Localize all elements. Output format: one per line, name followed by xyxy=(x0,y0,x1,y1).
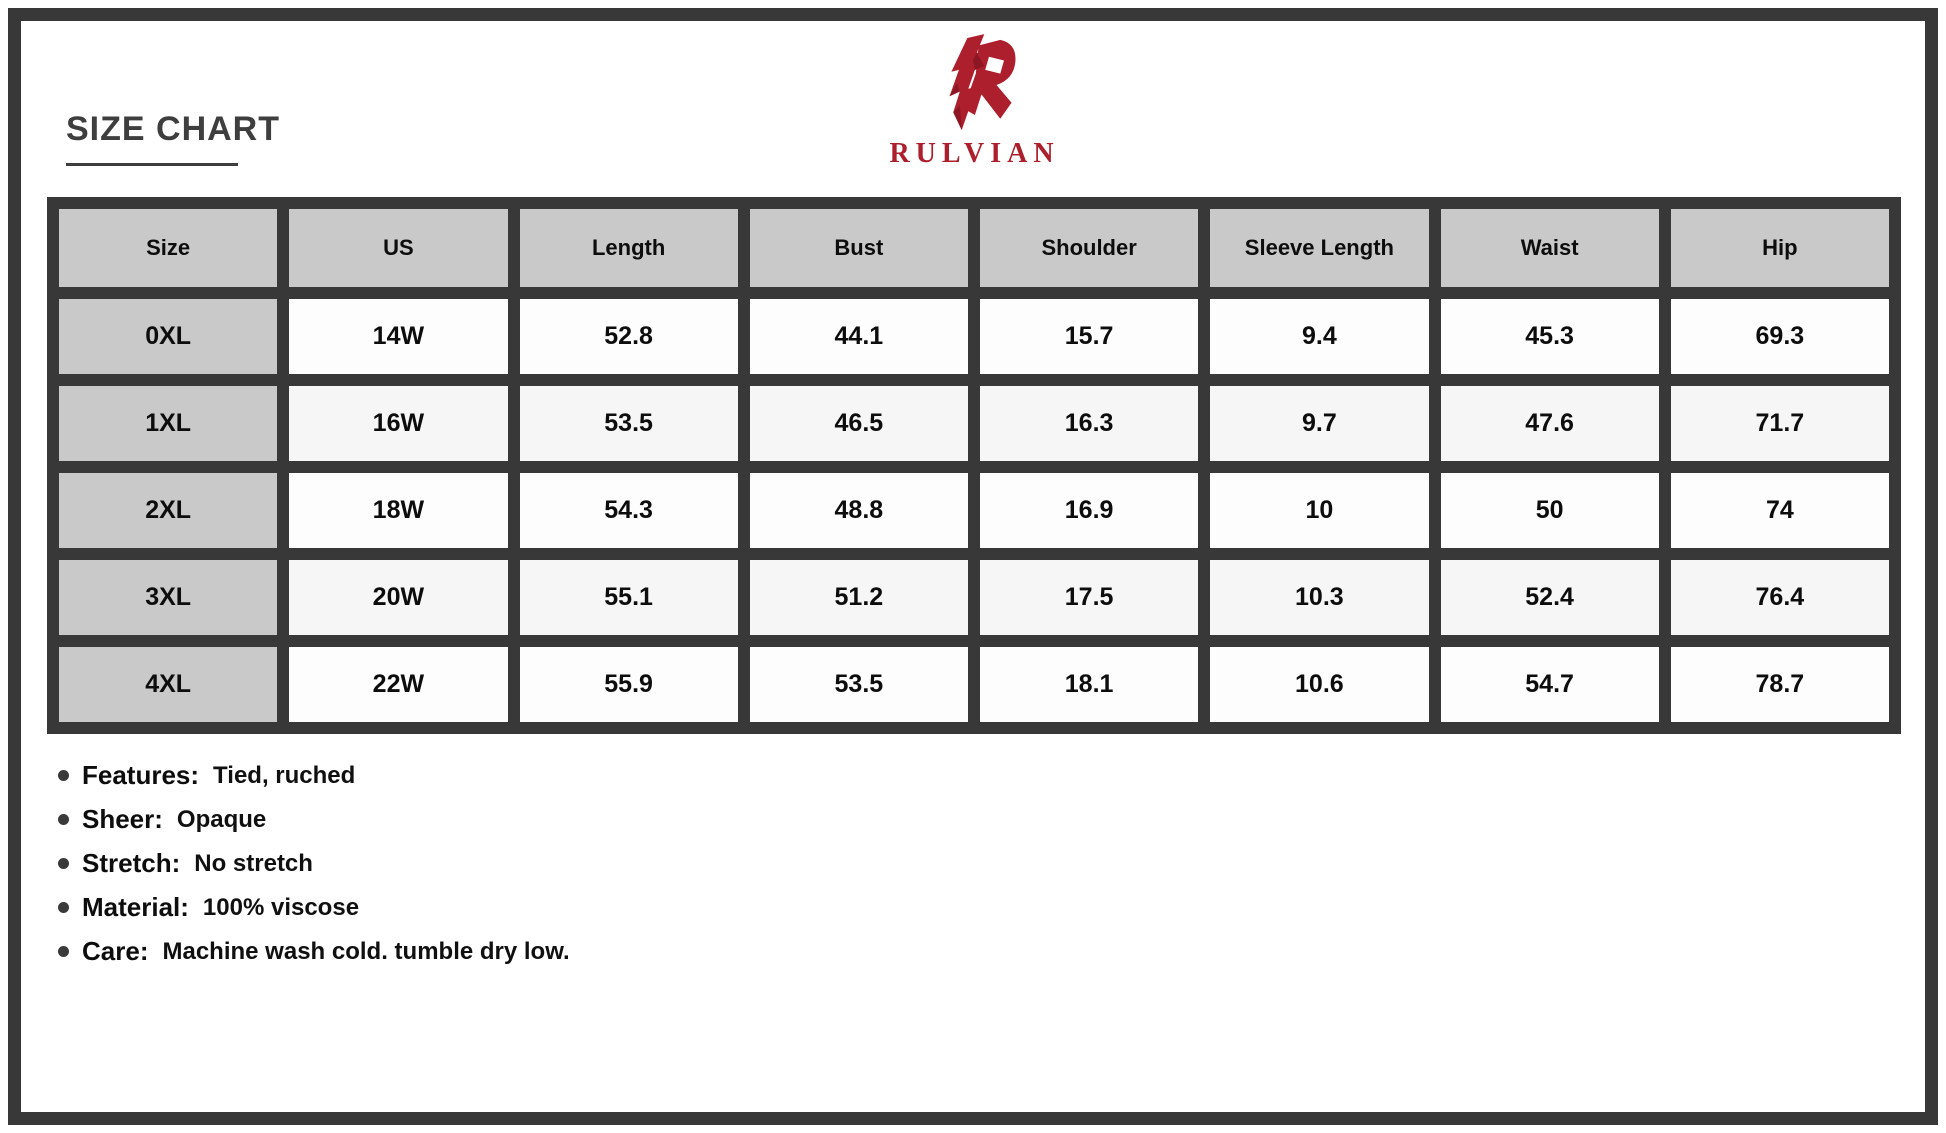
measurement-cell: 44.1 xyxy=(744,293,974,380)
measurement-cell: 54.7 xyxy=(1435,641,1665,728)
detail-value: Tied, ruched xyxy=(213,761,356,789)
measurement-cell: 14W xyxy=(283,293,513,380)
detail-value: Opaque xyxy=(176,805,267,833)
size-cell: 0XL xyxy=(53,293,283,380)
detail-value: Machine wash cold. tumble dry low. xyxy=(162,937,570,965)
size-cell: 2XL xyxy=(53,467,283,554)
column-header-size: Size xyxy=(53,203,283,293)
table-row-2xl xyxy=(53,467,1895,554)
bullet-icon xyxy=(58,902,69,913)
detail-value: No stretch xyxy=(194,849,313,877)
column-header-length: Length xyxy=(514,203,744,293)
measurement-cell: 53.5 xyxy=(744,641,974,728)
measurement-cell: 74 xyxy=(1665,467,1895,554)
size-chart-table xyxy=(47,197,1901,734)
column-header-hip: Hip xyxy=(1665,203,1895,293)
measurement-cell: 46.5 xyxy=(744,380,974,467)
detail-label: Care: xyxy=(82,936,149,966)
measurement-cell: 50 xyxy=(1435,467,1665,554)
measurement-cell: 45.3 xyxy=(1435,293,1665,380)
detail-item-stretch xyxy=(58,848,570,879)
angular-r-logo-icon xyxy=(926,34,1020,134)
measurement-cell: 16W xyxy=(283,380,513,467)
measurement-cell: 22W xyxy=(283,641,513,728)
brand-name: RULVIAN xyxy=(889,138,1060,169)
measurement-cell: 55.1 xyxy=(514,554,744,641)
measurement-cell: 47.6 xyxy=(1435,380,1665,467)
measurement-cell: 10.3 xyxy=(1204,554,1434,641)
size-cell: 1XL xyxy=(53,380,283,467)
measurement-cell: 10 xyxy=(1204,467,1434,554)
measurement-cell: 78.7 xyxy=(1665,641,1895,728)
column-header-sleeve-length: Sleeve Length xyxy=(1204,203,1434,293)
detail-label: Material: xyxy=(82,892,189,922)
table-row-1xl xyxy=(53,380,1895,467)
measurement-cell: 9.4 xyxy=(1204,293,1434,380)
size-cell: 3XL xyxy=(53,554,283,641)
measurement-cell: 9.7 xyxy=(1204,380,1434,467)
detail-label: Stretch: xyxy=(82,848,181,878)
bullet-icon xyxy=(58,946,69,957)
measurement-cell: 69.3 xyxy=(1665,293,1895,380)
table-row-3xl xyxy=(53,554,1895,641)
column-header-bust: Bust xyxy=(744,203,974,293)
measurement-cell: 16.9 xyxy=(974,467,1204,554)
column-header-shoulder: Shoulder xyxy=(974,203,1204,293)
measurement-cell: 55.9 xyxy=(514,641,744,728)
bullet-icon xyxy=(58,858,69,869)
detail-item-sheer xyxy=(58,804,570,835)
table-row-4xl xyxy=(53,641,1895,728)
detail-label: Sheer: xyxy=(82,804,163,834)
measurement-cell: 18W xyxy=(283,467,513,554)
measurement-cell: 18.1 xyxy=(974,641,1204,728)
detail-item-material xyxy=(58,892,570,923)
table-row-0xl xyxy=(53,293,1895,380)
measurement-cell: 53.5 xyxy=(514,380,744,467)
size-cell: 4XL xyxy=(53,641,283,728)
measurement-cell: 16.3 xyxy=(974,380,1204,467)
measurement-cell: 76.4 xyxy=(1665,554,1895,641)
detail-label: Features: xyxy=(82,760,200,790)
table-header-row xyxy=(53,203,1895,293)
detail-item-features xyxy=(58,760,570,791)
measurement-cell: 71.7 xyxy=(1665,380,1895,467)
measurement-cell: 52.4 xyxy=(1435,554,1665,641)
measurement-cell: 20W xyxy=(283,554,513,641)
measurement-cell: 10.6 xyxy=(1204,641,1434,728)
column-header-us: US xyxy=(283,203,513,293)
detail-item-care xyxy=(58,936,570,967)
page-title: SIZE CHART xyxy=(66,110,280,148)
column-header-waist: Waist xyxy=(1435,203,1665,293)
detail-value: 100% viscose xyxy=(202,893,360,921)
measurement-cell: 17.5 xyxy=(974,554,1204,641)
product-details-list xyxy=(58,760,570,980)
measurement-cell: 52.8 xyxy=(514,293,744,380)
measurement-cell: 48.8 xyxy=(744,467,974,554)
measurement-cell: 54.3 xyxy=(514,467,744,554)
bullet-icon xyxy=(58,814,69,825)
brand-logo xyxy=(0,34,1946,170)
measurement-cell: 15.7 xyxy=(974,293,1204,380)
measurement-cell: 51.2 xyxy=(744,554,974,641)
bullet-icon xyxy=(58,770,69,781)
